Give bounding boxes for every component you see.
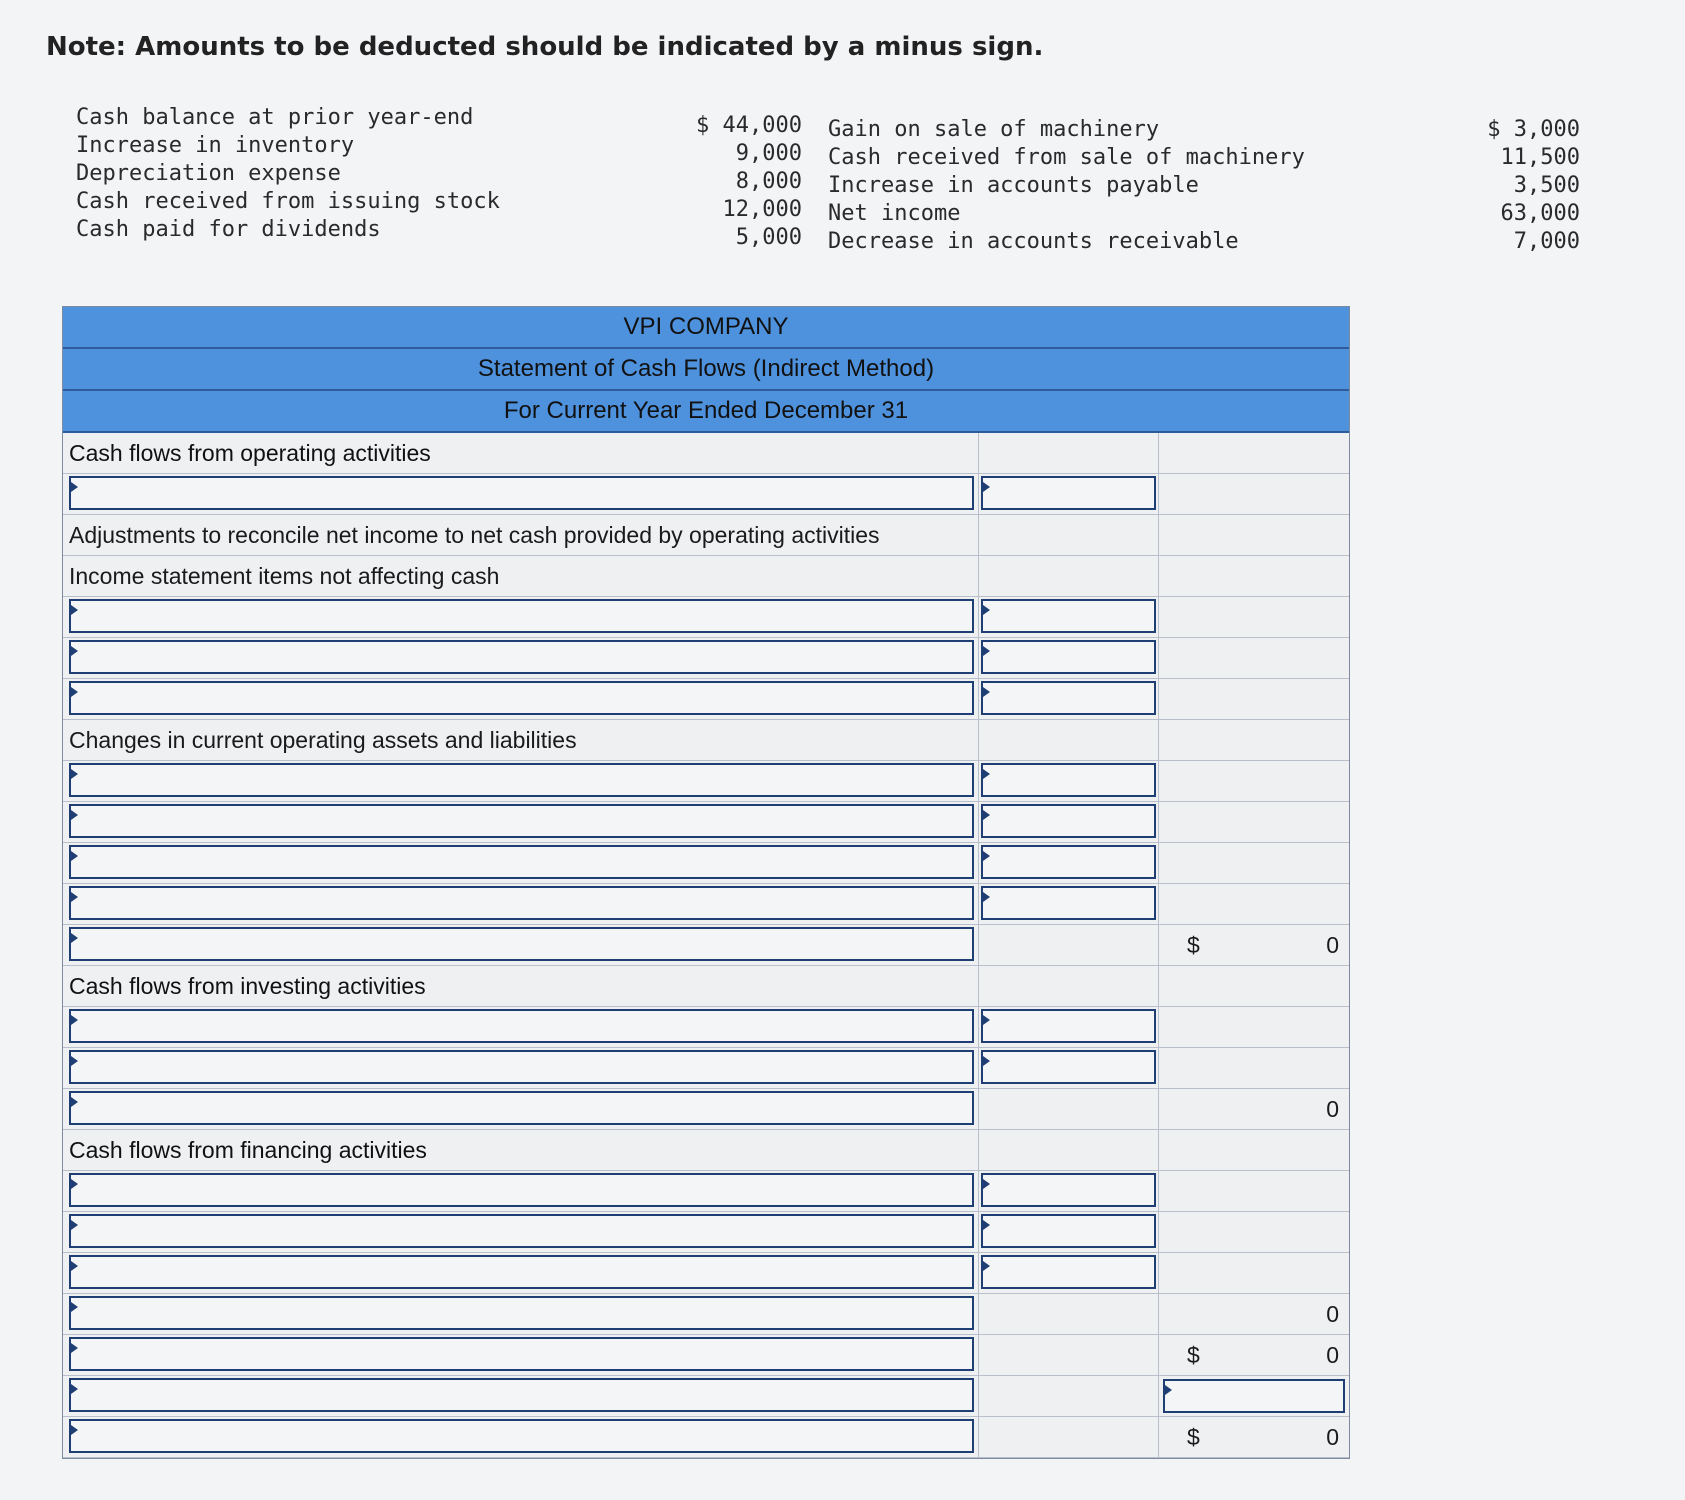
- total-label-select[interactable]: [69, 1091, 974, 1125]
- input-row: [63, 1171, 1349, 1212]
- label-row: [63, 515, 1349, 556]
- investing-total-row: [63, 1089, 1349, 1130]
- cash-flow-statement-worksheet: [62, 306, 1350, 1459]
- financing-total-row: [63, 1294, 1349, 1335]
- given-label: Increase in accounts payable: [828, 173, 1199, 198]
- item-select[interactable]: [69, 476, 974, 510]
- given-data-left-amounts: [650, 112, 802, 252]
- ending-cash-label-select[interactable]: [69, 1419, 974, 1453]
- net-change-row: [63, 1335, 1349, 1376]
- net-change-total: [1158, 1335, 1349, 1375]
- item-select[interactable]: [69, 1050, 974, 1084]
- input-row: [63, 761, 1349, 802]
- section-header-row: [63, 966, 1349, 1007]
- given-amount: 7,000: [1513, 229, 1580, 254]
- item-select[interactable]: [69, 1173, 974, 1207]
- total-value: 0: [1326, 1095, 1339, 1122]
- input-row: [63, 1253, 1349, 1294]
- operating-total-row: [63, 925, 1349, 966]
- input-row: [63, 1048, 1349, 1089]
- given-amount: 8,000: [735, 169, 802, 194]
- amount-input[interactable]: [981, 1173, 1156, 1207]
- currency-symbol: $: [1187, 931, 1200, 958]
- given-label: Decrease in accounts receivable: [828, 229, 1239, 254]
- total-value: 0: [1326, 1300, 1339, 1327]
- total-label-select[interactable]: [69, 927, 974, 961]
- amount-input[interactable]: [981, 599, 1156, 633]
- amount-input[interactable]: [981, 1050, 1156, 1084]
- given-label: Increase in inventory: [76, 133, 355, 158]
- item-select[interactable]: [69, 1255, 974, 1289]
- section-header-row: [63, 433, 1349, 474]
- item-select[interactable]: [69, 1009, 974, 1043]
- beginning-cash-label-select[interactable]: [69, 1378, 974, 1412]
- item-select[interactable]: [69, 599, 974, 633]
- amount-input[interactable]: [981, 640, 1156, 674]
- currency-symbol: $: [1187, 1423, 1200, 1450]
- operating-total: [1158, 925, 1349, 965]
- item-select[interactable]: [69, 640, 974, 674]
- operating-section-label: Cash flows from operating activities: [69, 440, 431, 466]
- total-value: 0: [1326, 1423, 1339, 1450]
- section-header-row: [63, 1130, 1349, 1171]
- item-select[interactable]: [69, 763, 974, 797]
- beginning-cash-input[interactable]: [1163, 1379, 1345, 1413]
- given-amount: $ 44,000: [696, 113, 802, 138]
- ending-cash-row: [63, 1417, 1349, 1458]
- input-row: [63, 597, 1349, 638]
- amount-input[interactable]: [981, 763, 1156, 797]
- given-label: Cash received from sale of machinery: [828, 145, 1305, 170]
- total-value: 0: [1326, 1341, 1339, 1368]
- total-label-select[interactable]: [69, 1296, 974, 1330]
- given-amount: $ 3,000: [1487, 117, 1580, 142]
- input-row: [63, 679, 1349, 720]
- given-data-right-amounts: [1420, 116, 1580, 256]
- given-label: Net income: [828, 201, 961, 226]
- beginning-cash-row: [63, 1376, 1349, 1417]
- total-value: 0: [1326, 931, 1339, 958]
- input-row: [63, 474, 1349, 515]
- given-amount: 12,000: [722, 197, 802, 222]
- ending-cash-total: [1158, 1417, 1349, 1457]
- given-amount: 63,000: [1500, 201, 1580, 226]
- given-amount: 3,500: [1513, 173, 1580, 198]
- given-data-right-labels: [828, 116, 1388, 256]
- statement-title: Statement of Cash Flows (Indirect Method): [63, 349, 1349, 391]
- input-row: [63, 1212, 1349, 1253]
- instruction-note: Note: Amounts to be deducted should be indicated by a minus sign.: [46, 32, 1044, 62]
- company-name: VPI COMPANY: [63, 307, 1349, 349]
- given-amount: 5,000: [735, 225, 802, 250]
- input-row: [63, 843, 1349, 884]
- noncash-items-label: Income statement items not affecting cash: [69, 563, 500, 589]
- amount-input[interactable]: [981, 804, 1156, 838]
- financing-total: [1158, 1294, 1349, 1334]
- item-select[interactable]: [69, 804, 974, 838]
- amount-input[interactable]: [981, 1009, 1156, 1043]
- item-select[interactable]: [69, 845, 974, 879]
- amount-input[interactable]: [981, 845, 1156, 879]
- adjustments-label: Adjustments to reconcile net income to net cash provided by operating activities: [69, 522, 880, 548]
- net-change-label-select[interactable]: [69, 1337, 974, 1371]
- input-row: [63, 638, 1349, 679]
- item-select[interactable]: [69, 681, 974, 715]
- given-amount: 11,500: [1500, 145, 1580, 170]
- investing-section-label: Cash flows from investing activities: [69, 973, 426, 999]
- investing-total: [1158, 1089, 1349, 1129]
- given-label: Depreciation expense: [76, 161, 341, 186]
- changes-label: Changes in current operating assets and liabilities: [69, 727, 577, 753]
- amount-input[interactable]: [981, 1214, 1156, 1248]
- given-label: Cash balance at prior year-end: [76, 105, 474, 130]
- financing-section-label: Cash flows from financing activities: [69, 1137, 427, 1163]
- label-row: [63, 720, 1349, 761]
- given-label: Cash paid for dividends: [76, 217, 381, 242]
- given-label: Cash received from issuing stock: [76, 189, 500, 214]
- label-row: [63, 556, 1349, 597]
- amount-input[interactable]: [981, 886, 1156, 920]
- input-row: [63, 1007, 1349, 1048]
- given-label: Gain on sale of machinery: [828, 117, 1160, 142]
- item-select[interactable]: [69, 1214, 974, 1248]
- amount-input[interactable]: [981, 476, 1156, 510]
- amount-input[interactable]: [981, 681, 1156, 715]
- currency-symbol: $: [1187, 1341, 1200, 1368]
- given-data-left-labels: [76, 104, 596, 244]
- input-row: [63, 884, 1349, 925]
- amount-input[interactable]: [981, 1255, 1156, 1289]
- statement-period: For Current Year Ended December 31: [63, 391, 1349, 433]
- input-row: [63, 802, 1349, 843]
- given-amount: 9,000: [735, 141, 802, 166]
- item-select[interactable]: [69, 886, 974, 920]
